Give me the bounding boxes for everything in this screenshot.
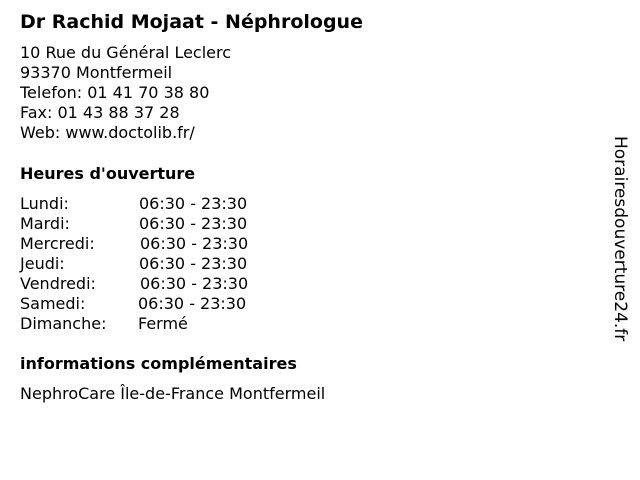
opening-hours-heading: Heures d'ouverture — [20, 164, 196, 183]
additional-info-text: NephroCare Île-de-France Montfermeil — [20, 384, 326, 403]
additional-info-heading: informations complémentaires — [20, 354, 297, 373]
day-label: Jeudi: — [20, 254, 65, 273]
address-street: 10 Rue du Général Leclerc — [20, 43, 232, 62]
hours-value: 06:30 - 23:30 — [139, 254, 248, 273]
day-label: Samedi: — [20, 294, 86, 313]
fax-number: Fax: 01 43 88 37 28 — [20, 103, 180, 122]
hours-value: 06:30 - 23:30 — [139, 214, 248, 233]
phone-number: Telefon: 01 41 70 38 80 — [20, 83, 210, 102]
day-label: Mardi: — [20, 214, 70, 233]
watermark-text: Horairesdouverture24.fr — [610, 136, 630, 342]
day-label: Lundi: — [20, 194, 69, 213]
contact-block — [20, 43, 231, 143]
day-label: Vendredi: — [20, 274, 96, 293]
page-title: Dr Rachid Mojaat - Néphrologue — [20, 11, 363, 33]
address-city: 93370 Montfermeil — [20, 63, 173, 82]
hours-value: Fermé — [138, 314, 188, 333]
hours-value: 06:30 - 23:30 — [140, 274, 249, 293]
day-label: Mercredi: — [20, 234, 95, 253]
day-label: Dimanche: — [20, 314, 107, 333]
hours-value: 06:30 - 23:30 — [140, 234, 249, 253]
website: Web: www.doctolib.fr/ — [20, 123, 195, 142]
hours-value: 06:30 - 23:30 — [138, 294, 247, 313]
hours-value: 06:30 - 23:30 — [139, 194, 248, 213]
